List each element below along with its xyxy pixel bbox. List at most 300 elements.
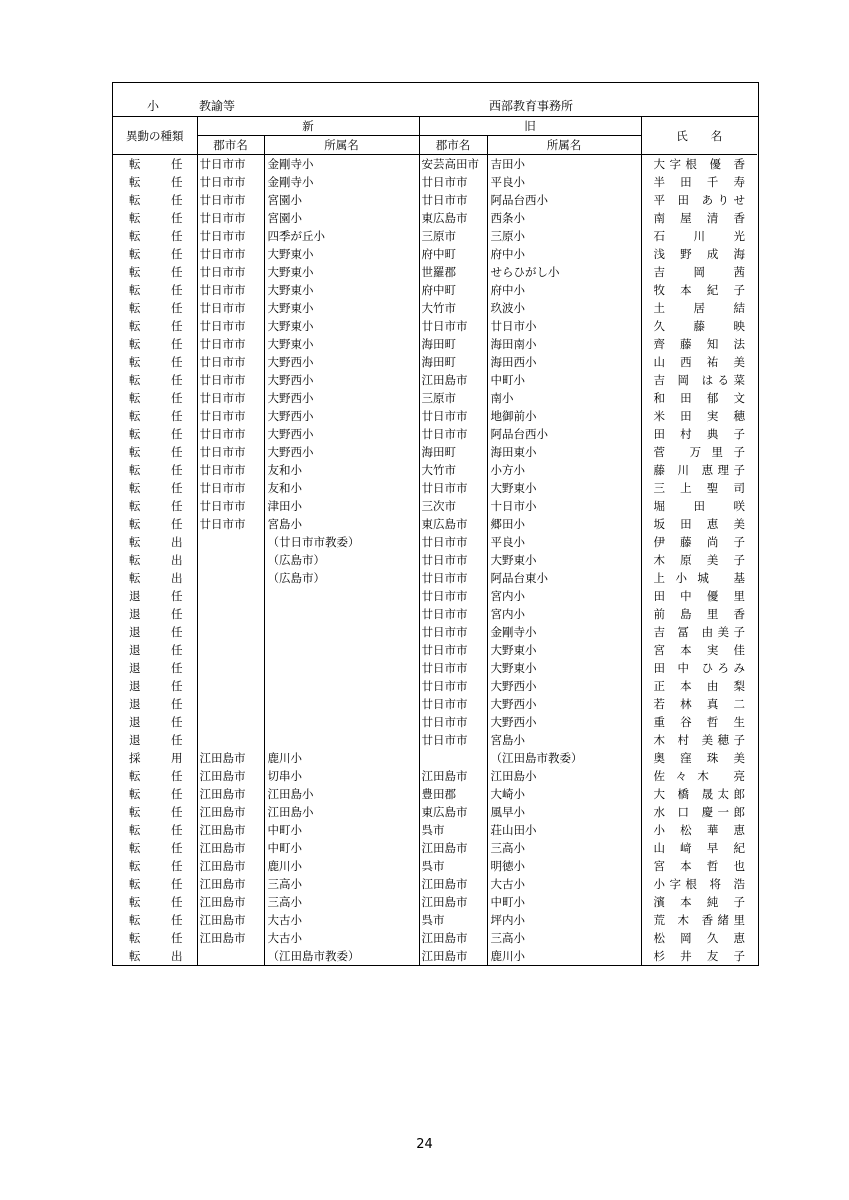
transfer-type-cell: 転任 xyxy=(113,281,197,299)
old-school-cell: 風早小 xyxy=(487,803,641,821)
header-old: 旧 xyxy=(419,117,641,136)
table-row xyxy=(113,443,757,461)
old-city-cell: 大竹市 xyxy=(419,299,487,317)
new-school-cell: 大古小 xyxy=(264,929,419,947)
new-school-cell: 江田島小 xyxy=(264,803,419,821)
transfer-type-cell: 転任 xyxy=(113,875,197,893)
table-row xyxy=(113,893,757,911)
transfer-type-cell: 転任 xyxy=(113,371,197,389)
table-row xyxy=(113,515,757,533)
old-school-cell: 大野西小 xyxy=(487,713,641,731)
table-row xyxy=(113,227,757,245)
old-school-cell: 大古小 xyxy=(487,875,641,893)
transfer-type-cell: 転任 xyxy=(113,893,197,911)
office-label: 西部教育事務所 xyxy=(489,99,574,113)
transfer-type-cell: 転任 xyxy=(113,425,197,443)
table-row xyxy=(113,713,757,731)
name-cell: 吉 岡 茜 xyxy=(653,265,745,279)
table-row xyxy=(113,659,757,677)
transfer-type-cell: 転出 xyxy=(113,569,197,587)
old-school-cell: （江田島市教委） xyxy=(487,749,641,767)
old-school-cell: 阿品台西小 xyxy=(487,191,641,209)
table-row xyxy=(113,929,757,947)
name-cell: 米 田 実 穂 xyxy=(653,409,745,423)
table-row xyxy=(113,353,757,371)
old-city-cell: 東広島市 xyxy=(419,209,487,227)
table-row xyxy=(113,569,757,587)
name-cell: 田 中 優 里 xyxy=(653,589,745,603)
old-city-cell: 廿日市市 xyxy=(419,641,487,659)
old-school-cell: 南小 xyxy=(487,389,641,407)
new-city-cell: 廿日市市 xyxy=(197,245,264,263)
name-cell: 木 村 美穂子 xyxy=(653,733,745,747)
name-cell: 和 田 郁 文 xyxy=(653,391,745,405)
name-cell: 平 田 ありせ xyxy=(653,193,745,207)
new-city-cell: 廿日市市 xyxy=(197,443,264,461)
old-school-cell: 宮島小 xyxy=(487,731,641,749)
transfer-type-cell: 退任 xyxy=(113,623,197,641)
new-school-cell: 三高小 xyxy=(264,875,419,893)
new-school-cell: 中町小 xyxy=(264,821,419,839)
new-city-cell: 江田島市 xyxy=(197,767,264,785)
new-city-cell: 廿日市市 xyxy=(197,353,264,371)
table-row xyxy=(113,191,757,209)
transfer-type-cell: 転任 xyxy=(113,785,197,803)
old-school-cell: 大野東小 xyxy=(487,641,641,659)
transfer-type-cell: 転任 xyxy=(113,479,197,497)
new-school-cell: 宮島小 xyxy=(264,515,419,533)
new-city-cell: 廿日市市 xyxy=(197,281,264,299)
table-row xyxy=(113,425,757,443)
transfer-type-cell: 転任 xyxy=(113,335,197,353)
new-school-cell: 四季が丘小 xyxy=(264,227,419,245)
header-name: 氏 名 xyxy=(641,117,757,155)
header-old-school: 所属名 xyxy=(487,136,641,155)
old-school-cell: 大野西小 xyxy=(487,677,641,695)
transfer-type-cell: 採用 xyxy=(113,749,197,767)
new-city-cell: 廿日市市 xyxy=(197,155,264,174)
old-city-cell: 廿日市市 xyxy=(419,533,487,551)
old-city-cell: 江田島市 xyxy=(419,893,487,911)
transfer-type-cell: 転任 xyxy=(113,515,197,533)
new-school-cell xyxy=(264,623,419,641)
new-city-cell xyxy=(197,551,264,569)
old-school-cell: 大野東小 xyxy=(487,479,641,497)
transfer-type-cell: 転出 xyxy=(113,947,197,965)
header-old-city: 郡市名 xyxy=(419,136,487,155)
old-city-cell: 江田島市 xyxy=(419,929,487,947)
old-school-cell: 中町小 xyxy=(487,893,641,911)
old-city-cell: 府中町 xyxy=(419,281,487,299)
new-school-cell: 友和小 xyxy=(264,461,419,479)
new-city-cell xyxy=(197,731,264,749)
new-city-cell: 廿日市市 xyxy=(197,389,264,407)
new-school-cell: （広島市） xyxy=(264,551,419,569)
old-city-cell: 呉市 xyxy=(419,821,487,839)
transfer-type-cell: 転任 xyxy=(113,299,197,317)
new-city-cell: 江田島市 xyxy=(197,857,264,875)
new-city-cell xyxy=(197,677,264,695)
new-school-cell xyxy=(264,641,419,659)
name-cell: 濱 本 純 子 xyxy=(653,895,745,909)
name-cell: 土 居 結 xyxy=(653,301,745,315)
header-new-city: 郡市名 xyxy=(197,136,264,155)
old-school-cell: 平良小 xyxy=(487,533,641,551)
new-city-cell xyxy=(197,947,264,965)
old-city-cell: 廿日市市 xyxy=(419,731,487,749)
new-city-cell: 廿日市市 xyxy=(197,335,264,353)
table-body xyxy=(113,155,757,966)
name-cell: 吉 冨 由美子 xyxy=(653,625,745,639)
table-row xyxy=(113,389,757,407)
new-city-cell: 江田島市 xyxy=(197,911,264,929)
new-school-cell: 江田島小 xyxy=(264,785,419,803)
personnel-table-frame xyxy=(112,82,759,966)
new-school-cell xyxy=(264,695,419,713)
old-city-cell: 海田町 xyxy=(419,353,487,371)
name-cell: 上小城 基 xyxy=(653,571,745,585)
transfer-type-cell: 転任 xyxy=(113,209,197,227)
new-city-cell: 江田島市 xyxy=(197,875,264,893)
transfer-type-cell: 退任 xyxy=(113,659,197,677)
personnel-table xyxy=(113,117,757,965)
old-school-cell: 大崎小 xyxy=(487,785,641,803)
old-city-cell: 廿日市市 xyxy=(419,569,487,587)
transfer-type-cell: 転任 xyxy=(113,443,197,461)
new-city-cell xyxy=(197,533,264,551)
name-cell: 木 原 美 子 xyxy=(653,553,745,567)
old-city-cell: 廿日市市 xyxy=(419,479,487,497)
table-row xyxy=(113,209,757,227)
old-school-cell: 三高小 xyxy=(487,929,641,947)
new-city-cell xyxy=(197,659,264,677)
new-school-cell: 鹿川小 xyxy=(264,749,419,767)
table-row xyxy=(113,911,757,929)
new-school-cell xyxy=(264,587,419,605)
new-school-cell: 金剛寺小 xyxy=(264,173,419,191)
transfer-type-cell: 退任 xyxy=(113,605,197,623)
table-row xyxy=(113,623,757,641)
table-row xyxy=(113,695,757,713)
new-city-cell: 廿日市市 xyxy=(197,209,264,227)
new-city-cell: 廿日市市 xyxy=(197,263,264,281)
name-cell: 荒 木 香緒里 xyxy=(653,913,745,927)
name-cell: 菅 万里子 xyxy=(653,445,745,459)
new-school-cell: 津田小 xyxy=(264,497,419,515)
table-row xyxy=(113,263,757,281)
new-school-cell: 大野東小 xyxy=(264,245,419,263)
old-city-cell: 廿日市市 xyxy=(419,407,487,425)
new-city-cell xyxy=(197,587,264,605)
new-city-cell xyxy=(197,713,264,731)
table-row xyxy=(113,371,757,389)
name-cell: 半 田 千 寿 xyxy=(653,175,745,189)
old-city-cell: 大竹市 xyxy=(419,461,487,479)
new-city-cell: 廿日市市 xyxy=(197,173,264,191)
new-school-cell: 大古小 xyxy=(264,911,419,929)
transfer-type-cell: 退任 xyxy=(113,677,197,695)
old-city-cell: 三次市 xyxy=(419,497,487,515)
new-city-cell: 江田島市 xyxy=(197,893,264,911)
old-city-cell: 廿日市市 xyxy=(419,623,487,641)
new-school-cell: 宮園小 xyxy=(264,209,419,227)
transfer-type-cell: 転任 xyxy=(113,461,197,479)
table-row xyxy=(113,335,757,353)
new-school-cell: 大野西小 xyxy=(264,425,419,443)
table-row xyxy=(113,749,757,767)
name-cell: 松 岡 久 恵 xyxy=(653,931,745,945)
transfer-type-cell: 転任 xyxy=(113,929,197,947)
table-row xyxy=(113,479,757,497)
table-row xyxy=(113,677,757,695)
old-city-cell: 呉市 xyxy=(419,911,487,929)
new-city-cell xyxy=(197,695,264,713)
old-city-cell: 廿日市市 xyxy=(419,173,487,191)
new-school-cell: 鹿川小 xyxy=(264,857,419,875)
new-city-cell: 廿日市市 xyxy=(197,299,264,317)
old-school-cell: 阿品台西小 xyxy=(487,425,641,443)
new-city-cell: 江田島市 xyxy=(197,749,264,767)
table-row xyxy=(113,839,757,857)
old-city-cell: 江田島市 xyxy=(419,371,487,389)
old-city-cell: 東広島市 xyxy=(419,803,487,821)
transfer-type-cell: 転任 xyxy=(113,353,197,371)
new-city-cell: 江田島市 xyxy=(197,785,264,803)
old-school-cell: 大野東小 xyxy=(487,659,641,677)
old-school-cell: 金剛寺小 xyxy=(487,623,641,641)
name-cell: 小 松 華 恵 xyxy=(653,823,745,837)
old-city-cell: 廿日市市 xyxy=(419,677,487,695)
transfer-type-cell: 転出 xyxy=(113,533,197,551)
table-row xyxy=(113,803,757,821)
old-school-cell: 三原小 xyxy=(487,227,641,245)
old-school-cell: 海田東小 xyxy=(487,443,641,461)
school-level-label: 小 xyxy=(147,99,160,113)
new-city-cell: 廿日市市 xyxy=(197,191,264,209)
position-label: 教諭等 xyxy=(199,99,236,113)
old-school-cell: 小方小 xyxy=(487,461,641,479)
transfer-type-cell: 退任 xyxy=(113,731,197,749)
new-school-cell: 大野東小 xyxy=(264,281,419,299)
new-school-cell: 三高小 xyxy=(264,893,419,911)
name-cell: 久 藤 映 xyxy=(653,319,745,333)
table-row xyxy=(113,497,757,515)
name-cell: 正 本 由 梨 xyxy=(653,679,745,693)
table-row xyxy=(113,281,757,299)
old-school-cell: 江田島小 xyxy=(487,767,641,785)
name-cell: 宮 本 哲 也 xyxy=(653,859,745,873)
table-row xyxy=(113,947,757,965)
old-city-cell: 廿日市市 xyxy=(419,587,487,605)
old-city-cell xyxy=(419,749,487,767)
transfer-type-cell: 退任 xyxy=(113,641,197,659)
transfer-type-cell: 転任 xyxy=(113,497,197,515)
name-cell: 吉 岡 はる菜 xyxy=(653,373,745,387)
transfer-type-cell: 転任 xyxy=(113,227,197,245)
table-row xyxy=(113,461,757,479)
new-city-cell: 廿日市市 xyxy=(197,371,264,389)
new-school-cell: 大野東小 xyxy=(264,263,419,281)
name-cell: 水 口 慶一郎 xyxy=(653,805,745,819)
name-cell: 重 谷 哲 生 xyxy=(653,715,745,729)
table-row xyxy=(113,245,757,263)
transfer-type-cell: 転任 xyxy=(113,191,197,209)
table-row xyxy=(113,767,757,785)
name-cell: 堀 田 咲 xyxy=(653,499,745,513)
name-cell: 牧 本 紀 子 xyxy=(653,283,745,297)
old-school-cell: 宮内小 xyxy=(487,605,641,623)
new-city-cell: 廿日市市 xyxy=(197,227,264,245)
name-cell: 山 西 祐 美 xyxy=(653,355,745,369)
table-row xyxy=(113,155,757,174)
old-city-cell: 江田島市 xyxy=(419,947,487,965)
old-city-cell: 海田町 xyxy=(419,335,487,353)
name-cell: 石 川 光 xyxy=(653,229,745,243)
table-row xyxy=(113,587,757,605)
table-row xyxy=(113,875,757,893)
transfer-type-cell: 転任 xyxy=(113,839,197,857)
new-city-cell xyxy=(197,605,264,623)
table-row xyxy=(113,785,757,803)
old-city-cell: 廿日市市 xyxy=(419,425,487,443)
name-cell: 伊 藤 尚 子 xyxy=(653,535,745,549)
old-school-cell: 西条小 xyxy=(487,209,641,227)
transfer-type-cell: 転任 xyxy=(113,155,197,174)
old-city-cell: 豊田郡 xyxy=(419,785,487,803)
table-row xyxy=(113,533,757,551)
old-school-cell: 廿日市小 xyxy=(487,317,641,335)
old-school-cell: 十日市小 xyxy=(487,497,641,515)
old-city-cell: 江田島市 xyxy=(419,875,487,893)
old-city-cell: 呉市 xyxy=(419,857,487,875)
header-new: 新 xyxy=(197,117,419,136)
transfer-type-cell: 転任 xyxy=(113,263,197,281)
new-school-cell: 中町小 xyxy=(264,839,419,857)
old-city-cell: 府中町 xyxy=(419,245,487,263)
old-school-cell: せらひがし小 xyxy=(487,263,641,281)
old-city-cell: 廿日市市 xyxy=(419,659,487,677)
new-school-cell: 宮園小 xyxy=(264,191,419,209)
name-cell: 南 屋 清 香 xyxy=(653,211,745,225)
name-cell: 齊 藤 知 法 xyxy=(653,337,745,351)
old-city-cell: 廿日市市 xyxy=(419,695,487,713)
new-school-cell: （廿日市市教委） xyxy=(264,533,419,551)
header-new-school: 所属名 xyxy=(264,136,419,155)
old-city-cell: 廿日市市 xyxy=(419,191,487,209)
old-school-cell: 大野東小 xyxy=(487,551,641,569)
new-school-cell: 金剛寺小 xyxy=(264,155,419,174)
old-school-cell: 地御前小 xyxy=(487,407,641,425)
old-city-cell: 廿日市市 xyxy=(419,551,487,569)
table-row xyxy=(113,317,757,335)
old-city-cell: 廿日市市 xyxy=(419,317,487,335)
old-city-cell: 江田島市 xyxy=(419,767,487,785)
old-school-cell: 三高小 xyxy=(487,839,641,857)
page-number: 24 xyxy=(416,1137,433,1152)
name-cell: 藤 川 恵理子 xyxy=(653,463,745,477)
old-school-cell: 大野西小 xyxy=(487,695,641,713)
transfer-type-cell: 転任 xyxy=(113,173,197,191)
table-row xyxy=(113,731,757,749)
old-school-cell: 吉田小 xyxy=(487,155,641,174)
new-school-cell xyxy=(264,677,419,695)
new-school-cell: （広島市） xyxy=(264,569,419,587)
old-school-cell: 明徳小 xyxy=(487,857,641,875)
transfer-type-cell: 転任 xyxy=(113,767,197,785)
transfer-type-cell: 転任 xyxy=(113,245,197,263)
name-cell: 奥 窪 珠 美 xyxy=(653,751,745,765)
name-cell: 坂 田 恵 美 xyxy=(653,517,745,531)
new-school-cell: 切串小 xyxy=(264,767,419,785)
new-city-cell: 廿日市市 xyxy=(197,317,264,335)
old-city-cell: 安芸高田市 xyxy=(419,155,487,174)
old-city-cell: 廿日市市 xyxy=(419,713,487,731)
transfer-type-cell: 退任 xyxy=(113,695,197,713)
new-city-cell: 江田島市 xyxy=(197,839,264,857)
transfer-type-cell: 転任 xyxy=(113,911,197,929)
old-city-cell: 三原市 xyxy=(419,227,487,245)
old-school-cell: 鹿川小 xyxy=(487,947,641,965)
transfer-type-cell: 転出 xyxy=(113,551,197,569)
new-school-cell: 大野東小 xyxy=(264,335,419,353)
new-city-cell: 江田島市 xyxy=(197,821,264,839)
old-city-cell: 海田町 xyxy=(419,443,487,461)
old-school-cell: 阿品台東小 xyxy=(487,569,641,587)
transfer-type-cell: 転任 xyxy=(113,803,197,821)
new-school-cell xyxy=(264,659,419,677)
new-city-cell: 江田島市 xyxy=(197,803,264,821)
old-school-cell: 府中小 xyxy=(487,281,641,299)
new-city-cell xyxy=(197,641,264,659)
new-school-cell: 大野東小 xyxy=(264,299,419,317)
new-school-cell: 大野西小 xyxy=(264,389,419,407)
new-city-cell: 廿日市市 xyxy=(197,407,264,425)
old-school-cell: 中町小 xyxy=(487,371,641,389)
new-school-cell xyxy=(264,713,419,731)
old-city-cell: 世羅郡 xyxy=(419,263,487,281)
name-cell: 若 林 真 二 xyxy=(653,697,745,711)
transfer-type-cell: 転任 xyxy=(113,857,197,875)
table-title-row xyxy=(113,83,758,117)
name-cell: 田 中 ひろみ xyxy=(653,661,745,675)
new-city-cell xyxy=(197,569,264,587)
new-city-cell: 江田島市 xyxy=(197,929,264,947)
transfer-type-cell: 転任 xyxy=(113,821,197,839)
old-school-cell: 郷田小 xyxy=(487,515,641,533)
name-cell: 佐々木 亮 xyxy=(653,769,745,783)
table-row xyxy=(113,641,757,659)
name-cell: 大字根 優 香 xyxy=(653,157,745,171)
new-school-cell: 友和小 xyxy=(264,479,419,497)
new-school-cell: 大野東小 xyxy=(264,317,419,335)
name-cell: 宮 本 実 佳 xyxy=(653,643,745,657)
new-school-cell xyxy=(264,605,419,623)
new-school-cell: 大野西小 xyxy=(264,371,419,389)
table-row xyxy=(113,857,757,875)
old-school-cell: 海田南小 xyxy=(487,335,641,353)
old-city-cell: 三原市 xyxy=(419,389,487,407)
name-cell: 小字根 将 浩 xyxy=(653,877,745,891)
new-city-cell: 廿日市市 xyxy=(197,425,264,443)
new-city-cell: 廿日市市 xyxy=(197,515,264,533)
transfer-type-cell: 転任 xyxy=(113,317,197,335)
table-row xyxy=(113,299,757,317)
transfer-type-cell: 転任 xyxy=(113,389,197,407)
new-school-cell: 大野西小 xyxy=(264,407,419,425)
old-school-cell: 坪内小 xyxy=(487,911,641,929)
table-row xyxy=(113,551,757,569)
table-row xyxy=(113,407,757,425)
